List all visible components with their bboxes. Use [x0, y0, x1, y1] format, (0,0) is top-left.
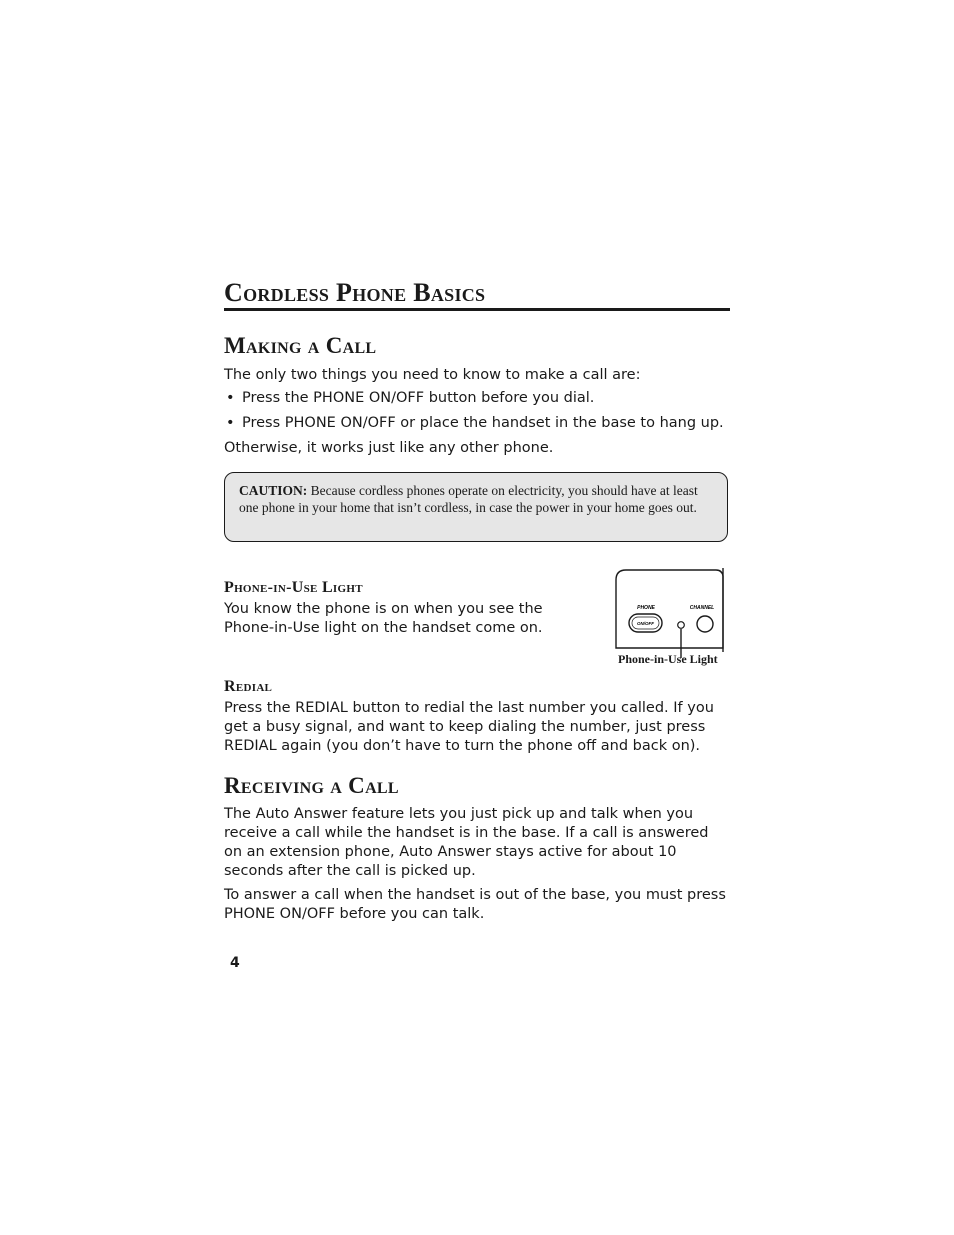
- receiving-call-para2: To answer a call when the handset is out of the base, you must press PHONE ON/OFF before you can talk.: [224, 887, 726, 922]
- bullet-text: Press the PHONE ON/OFF button before you dial.: [242, 390, 595, 406]
- page-number: 4: [230, 955, 240, 971]
- figure-caption: Phone-in-Use Light: [618, 652, 718, 666]
- phone-in-use-text: You know the phone is on when you see the Phone-in-Use light on the handset come on.: [224, 601, 543, 636]
- channel-label: CHANNEL: [689, 605, 715, 611]
- caution-label: CAUTION:: [239, 483, 308, 498]
- page-title: Cordless Phone Basics: [224, 278, 730, 311]
- bullet-icon: •: [226, 390, 235, 406]
- receiving-call-para1: The Auto Answer feature lets you just pick up and talk when you receive a call while the handset is in the base. If a call is answered on an extension phone, Auto Answer stays active for about 10 seconds after the call is picked up.: [224, 806, 709, 879]
- phone-label: PHONE: [637, 605, 655, 611]
- making-a-call-heading: Making a Call: [224, 333, 377, 358]
- redial-heading: Redial: [224, 678, 273, 695]
- phone-in-use-heading: Phone-in-Use Light: [224, 579, 363, 596]
- making-call-intro: The only two things you need to know to make a call are:: [224, 367, 641, 383]
- bullet-text: Press PHONE ON/OFF or place the handset in the base to hang up.: [242, 415, 724, 431]
- making-call-outro: Otherwise, it works just like any other phone.: [224, 440, 554, 456]
- caution-text: Because cordless phones operate on electricity, you should have at least one phone in your home that isn’t cordless, in case the power in your home goes out.: [239, 483, 698, 515]
- phone-in-use-light-icon: [678, 622, 685, 629]
- redial-text: Press the REDIAL button to redial the last number you called. If you get a busy signal, and want to keep dialing the number, just press REDIAL again (you don’t have to turn the phone off and back on).: [224, 700, 714, 754]
- channel-button: [697, 616, 713, 632]
- caution-box: [224, 472, 728, 542]
- bullet-icon: •: [226, 415, 235, 431]
- receiving-a-call-heading: Receiving a Call: [224, 773, 399, 798]
- on-off-label: ON/OFF: [637, 621, 654, 626]
